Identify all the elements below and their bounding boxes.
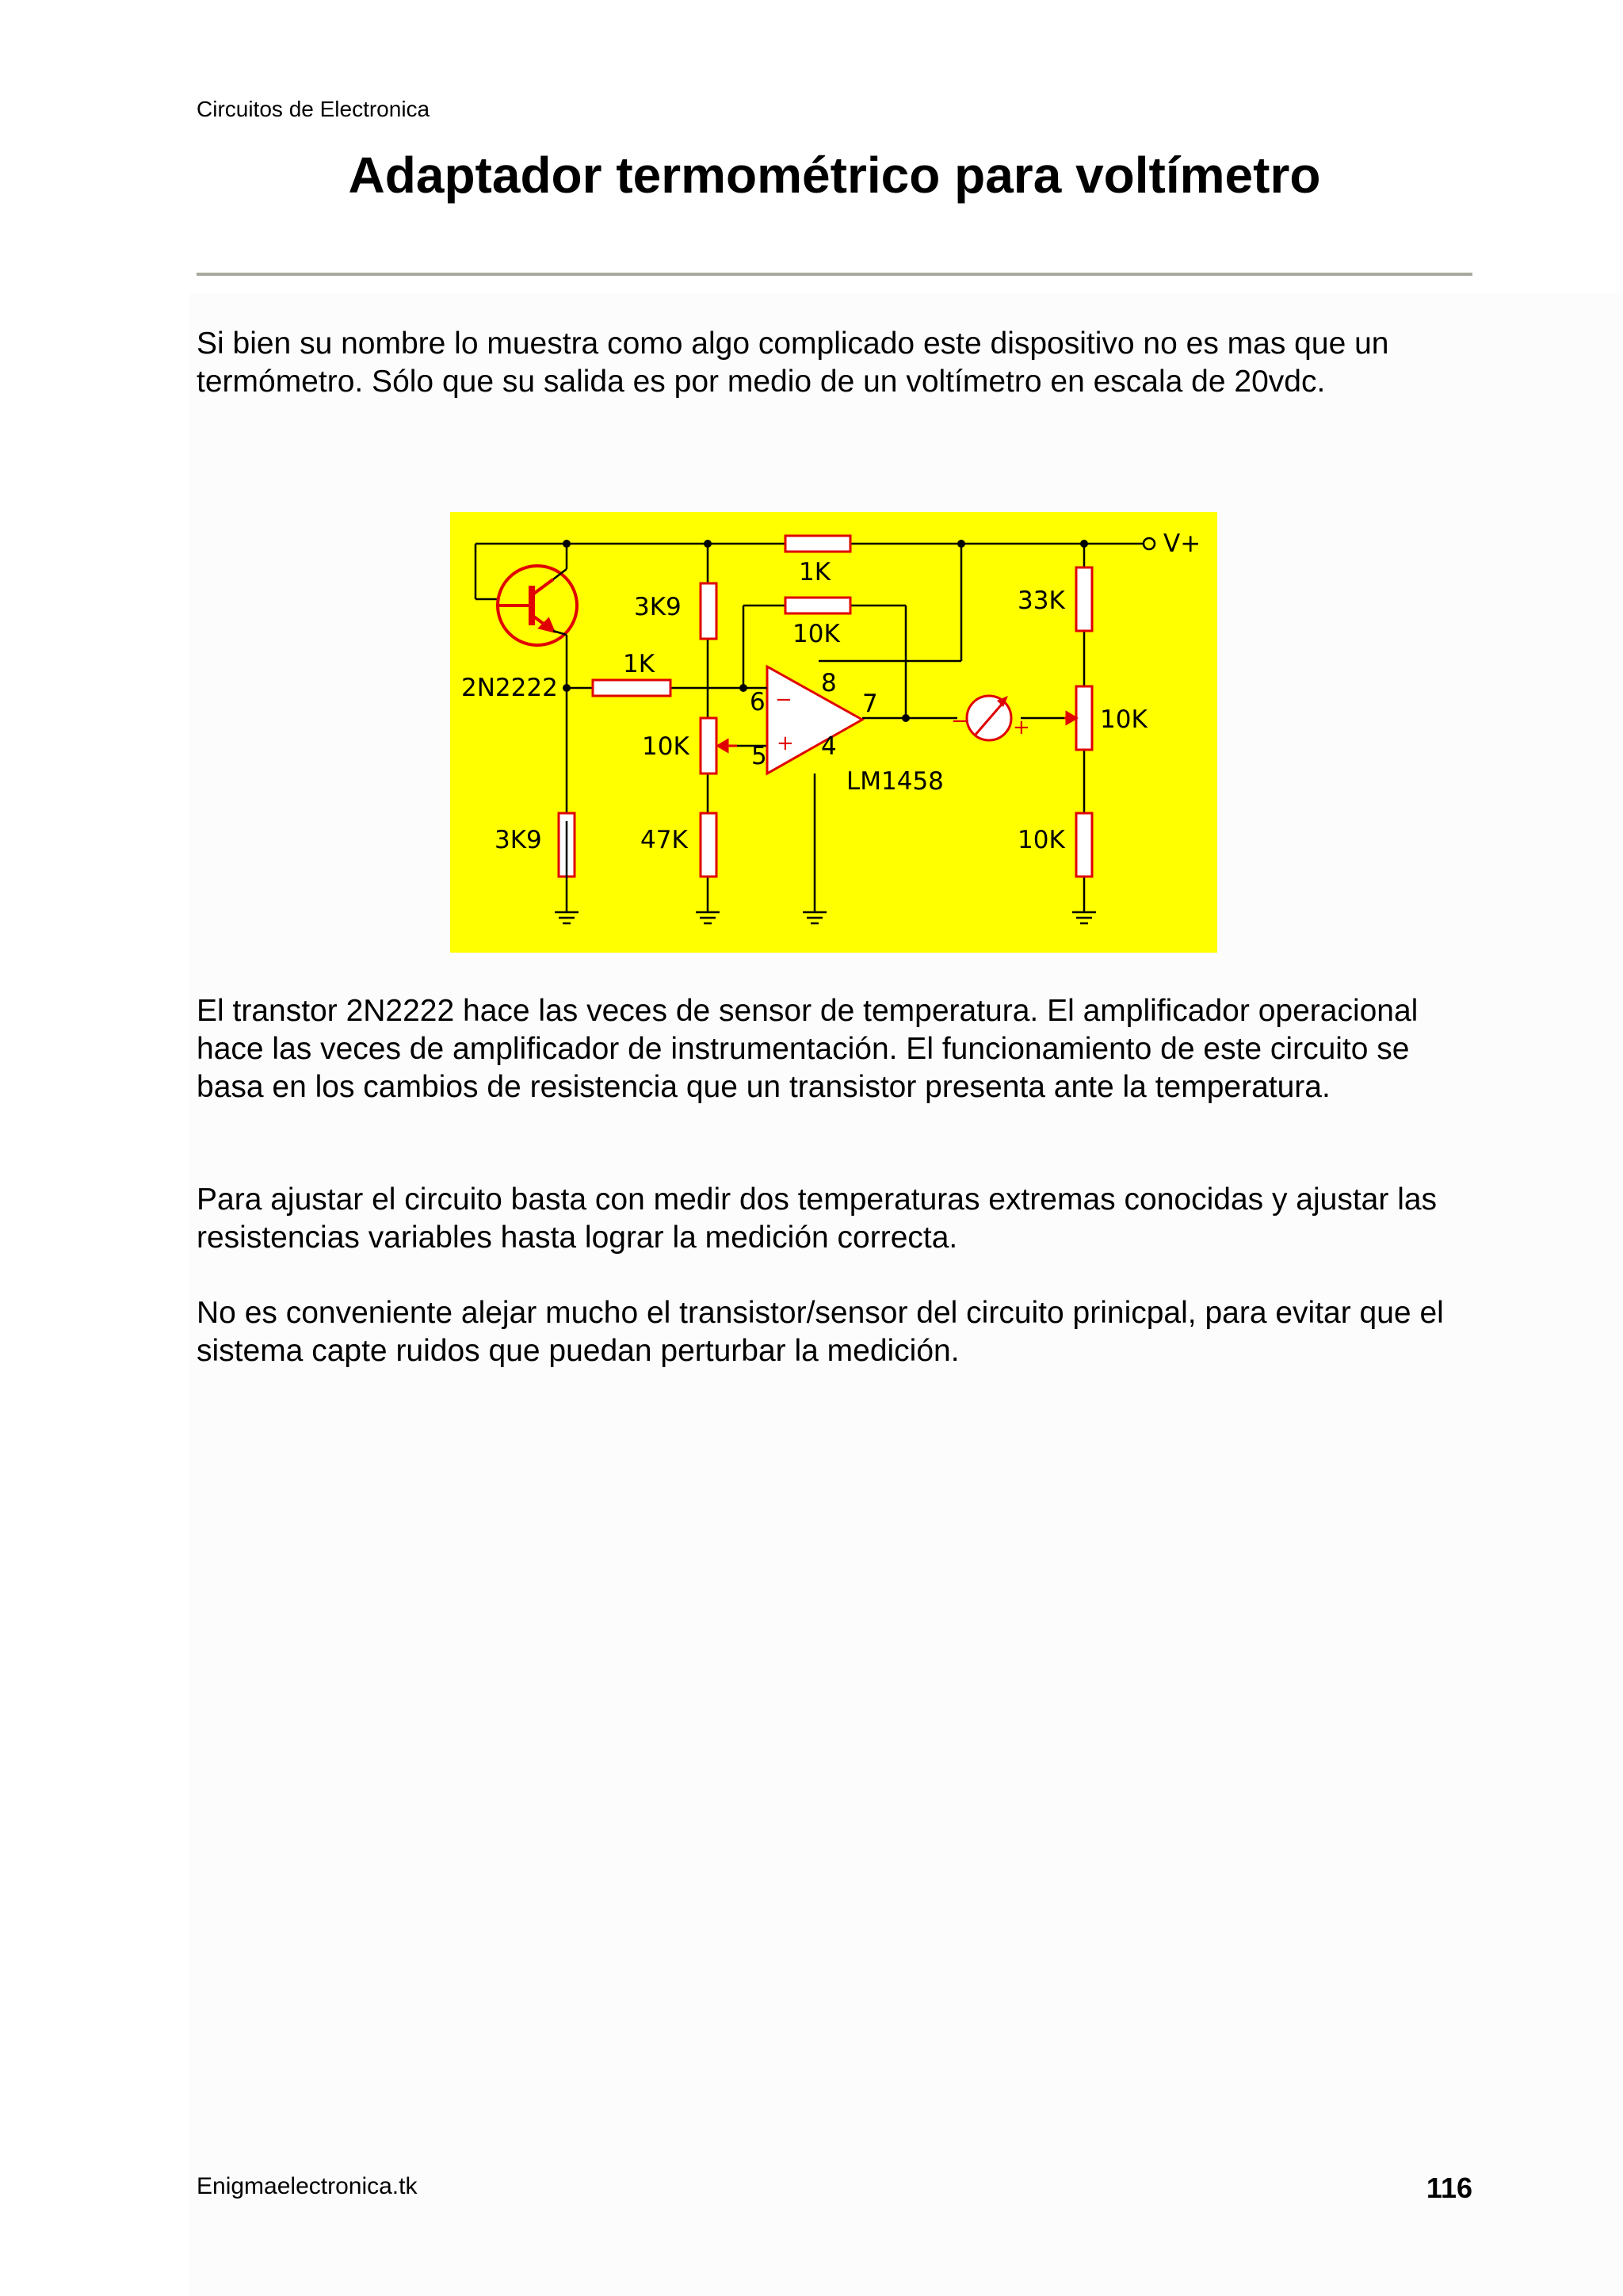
- page-number: 116: [1426, 2172, 1472, 2204]
- pin8-label: 8: [821, 669, 837, 697]
- schematic-svg: [450, 512, 1217, 953]
- voltmeter-symbol: [951, 696, 1030, 740]
- adjustment-paragraph: Para ajustar el circuito basta con medir dos temperaturas extremas conocidas y ajustar las resistencias variables hasta lograr la medición correcta.: [197, 1182, 1438, 1255]
- supply-terminal: [1144, 538, 1155, 549]
- r-bias-top-label: 3K9: [634, 593, 682, 621]
- r-feedback-label: 10K: [792, 620, 840, 648]
- r-top-label: 1K: [799, 558, 831, 586]
- pin6-label: 6: [750, 688, 766, 716]
- meter-plus-label: +: [1013, 716, 1030, 739]
- opamp-minus-label: −: [775, 688, 792, 712]
- pot-right-label: 10K: [1100, 705, 1148, 734]
- r-bottom-left-label: 3K9: [495, 826, 542, 854]
- r-bottom-mid-label: 47K: [640, 826, 688, 854]
- circuit-schematic: [450, 512, 1217, 953]
- supply-label: V+: [1163, 529, 1201, 558]
- pot-left-label: 10K: [642, 732, 689, 761]
- transistor-label: 2N2222: [461, 674, 558, 702]
- intro-paragraph: Si bien su nombre lo muestra como algo complicado este dispositivo no es mas que un termómetro. Sólo que su salida es por medio de un voltímetro en escala de 20vdc.: [197, 327, 1389, 399]
- footer-site: Enigmaelectronica.tk: [197, 2173, 418, 2199]
- page-title: Adaptador termométrico para voltímetro: [348, 147, 1321, 204]
- pin4-label: 4: [821, 732, 837, 761]
- transistor-symbol: [498, 566, 577, 645]
- opamp-plus-label: +: [777, 732, 794, 755]
- r-right-bottom-label: 10K: [1018, 826, 1065, 854]
- opamp-label: LM1458: [846, 767, 944, 796]
- warning-paragraph: No es conveniente alejar mucho el transistor/sensor del circuito prinicpal, para evitar que el sistema capte ruidos que puedan perturbar la medición.: [197, 1296, 1444, 1368]
- header-divider: [197, 273, 1472, 276]
- opamp-symbol: [766, 667, 862, 774]
- book-header: Circuitos de Electronica: [197, 97, 430, 121]
- pin7-label: 7: [862, 690, 878, 718]
- r-input-label: 1K: [623, 650, 655, 678]
- description-paragraph: El transtor 2N2222 hace las veces de sensor de temperatura. El amplificador operacional hace las veces de amplificador de instrumentación. El funcionamiento de este circuito se basa en los cambios de resistencia que un transistor presenta ante la temperatura.: [197, 994, 1419, 1104]
- r-right-top-label: 33K: [1018, 586, 1065, 615]
- meter-minus-label: −: [951, 709, 968, 733]
- pin5-label: 5: [751, 742, 767, 770]
- ground-symbols: [555, 821, 1096, 923]
